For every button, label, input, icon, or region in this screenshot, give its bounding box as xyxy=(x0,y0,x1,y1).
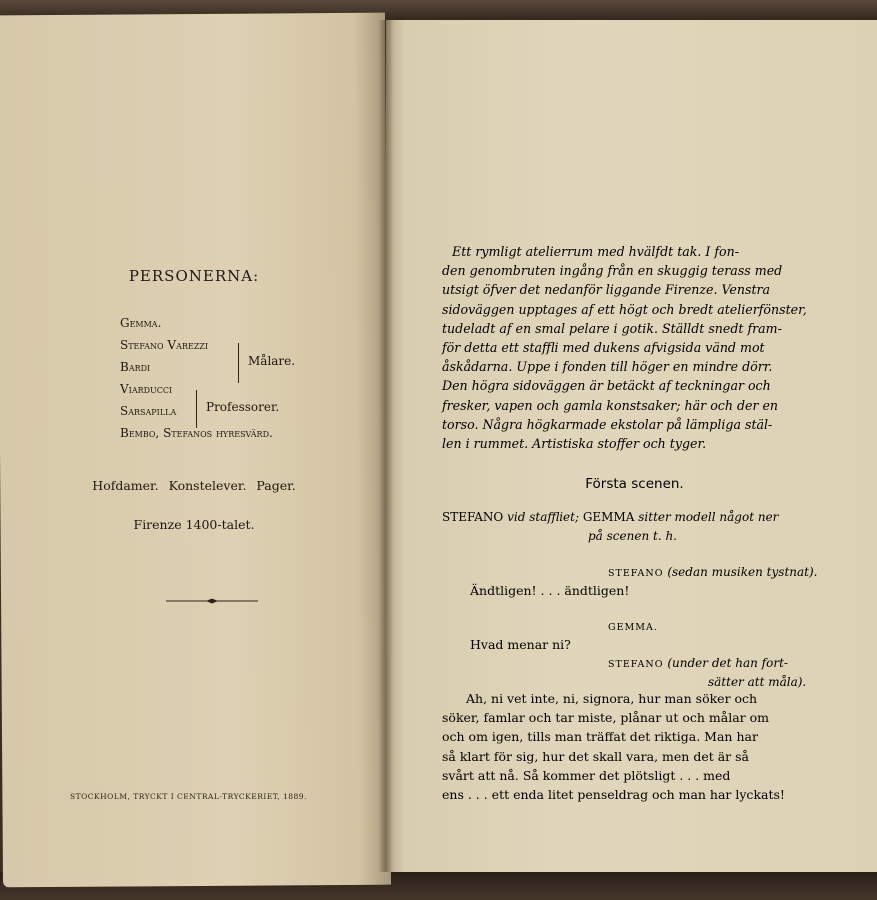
speaker-name: STEFANO xyxy=(608,659,664,670)
speech-line: svårt att nå. Så kommer det plötsligt . . . med xyxy=(442,767,731,783)
cast-heading: PERSONERNA: xyxy=(128,267,260,285)
description-line: fresker, vapen och gamla konstsaker; här och der en xyxy=(442,397,779,413)
cast-member: Bardi xyxy=(120,360,151,374)
cast-member: Sarsapilla xyxy=(120,404,177,418)
cast-member: Viarducci xyxy=(120,382,173,396)
professors-label: Professorer. xyxy=(206,400,280,414)
speaker-name: GEMMA. xyxy=(608,622,658,633)
description-line: torso. Några högkarmade ekstolar på lämpliga stäl- xyxy=(442,416,773,432)
description-line: tudeladt af en smal pelare i gotik. Ställdt snedt fram- xyxy=(442,320,782,336)
description-line: åskådarna. Uppe i fonden till höger en mindre dörr. xyxy=(442,359,773,375)
sd-italic: på scenen t. h. xyxy=(588,529,677,543)
professors-bracket xyxy=(196,390,197,428)
setting-line: Firenze 1400-talet. xyxy=(133,517,255,532)
painters-bracket xyxy=(238,343,239,383)
sd-name: STEFANO xyxy=(442,510,504,524)
sd-italic: sitter modell något ner xyxy=(638,510,779,524)
speech-line: Ah, ni vet inte, ni, signora, hur man söker och xyxy=(466,691,758,706)
scene-title: Första scenen. xyxy=(585,476,684,492)
description-line: len i rummet. Artistiska stoffer och tyger. xyxy=(442,436,707,452)
description-line: sidoväggen upptages af ett högt och bredt atelierfönster, xyxy=(442,301,807,317)
speech-line: och om igen, tills man träffat det riktiga. Man har xyxy=(442,729,758,745)
speaker-cue xyxy=(608,654,788,674)
description-line: utsigt öfver det nedanför liggande Firenze. Venstra xyxy=(442,282,771,298)
speaker-note: (sedan musiken tystnat). xyxy=(667,565,818,579)
speech-paragraph xyxy=(442,689,827,804)
speaker-cue xyxy=(608,563,817,583)
stage-direction-cont xyxy=(588,527,677,546)
speaker-note: (under det han fort- xyxy=(667,656,788,670)
speech-line: söker, famlar och tar miste, plånar ut och målar om xyxy=(442,710,769,726)
description-line: för detta ett staffli med dukens afvigsida vänd mot xyxy=(442,340,765,356)
speaker-name: STEFANO xyxy=(608,568,664,579)
sd-italic: vid staffliet; xyxy=(507,510,579,524)
speech-line: ens . . . ett enda litet penseldrag och man har lyckats! xyxy=(442,787,785,803)
dialogue-line: Hvad menar ni? xyxy=(470,637,571,652)
cast-member: Gemma. xyxy=(120,316,162,330)
dialogue-line: Ändtligen! . . . ändtligen! xyxy=(470,583,630,598)
cast-member: Stefano Varezzi xyxy=(120,338,208,352)
speaker-note: sätter att måla). xyxy=(708,675,807,689)
speech-line: så klart för sig, hur det skall vara, men det är så xyxy=(442,748,749,764)
cast-member-text: Bembo, Stefanos hyresvärd. xyxy=(120,426,273,440)
ornament-divider xyxy=(166,598,258,604)
painters-label: Målare. xyxy=(248,354,296,368)
description-line: Den högra sidoväggen är betäckt af teckningar och xyxy=(442,378,771,394)
printer-imprint: STOCKHOLM, TRYCKT I CENTRAL-TRYCKERIET, 1889. xyxy=(70,792,307,801)
sd-name: GEMMA xyxy=(582,510,635,524)
stage-direction xyxy=(442,508,827,527)
description-line: Ett rymligt atelierrum med hvälfdt tak. I fon- xyxy=(452,244,740,259)
speaker-cue xyxy=(608,617,658,637)
extras-line: Hofdamer. Konstelever. Pager. xyxy=(92,478,296,493)
setting-description xyxy=(442,242,827,453)
description-line: den genombruten ingång från en skuggig terass med xyxy=(442,263,783,279)
